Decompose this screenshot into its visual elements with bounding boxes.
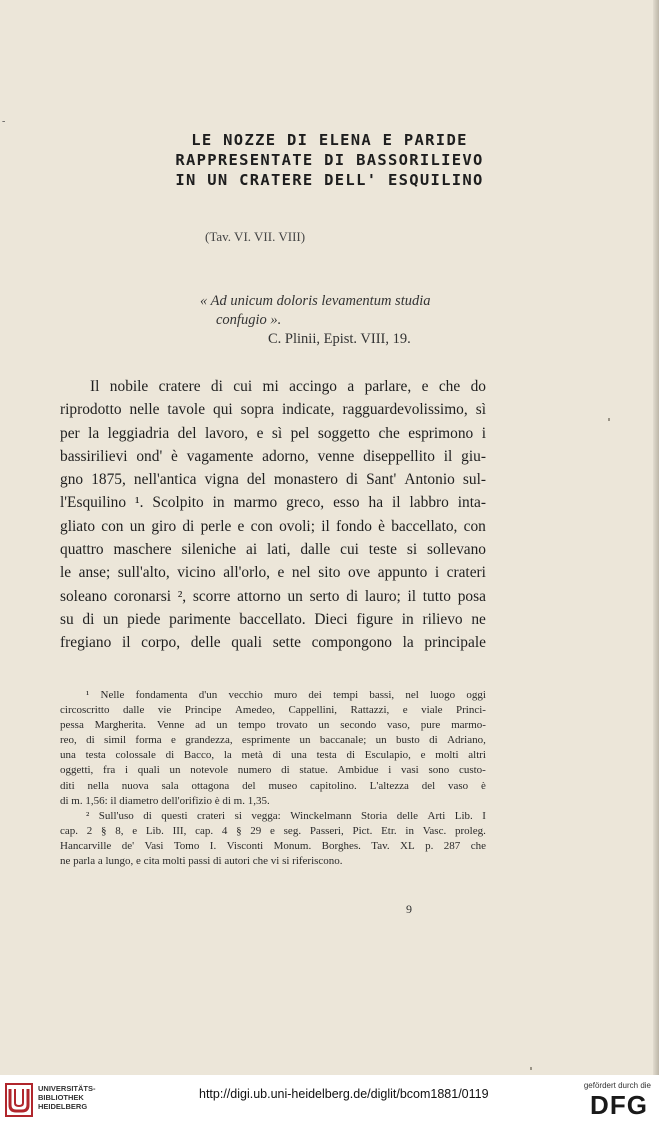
page-number: 9 <box>406 902 412 916</box>
body-paragraph <box>60 375 486 655</box>
footnote-2-line: ne parla a lungo, e cita molti passi di autori che vi si riferiscono. <box>60 855 343 868</box>
footnote-1-line: diti nella nuova sala ottagona del museo capitolino. L'altezza del vaso è <box>60 779 486 792</box>
digitization-footer <box>0 1075 659 1124</box>
library-name-line: HEIDELBERG <box>38 1102 88 1111</box>
title-line-2: RAPPRESENTATE DI BASSORILIEVO <box>175 151 484 169</box>
epigraph-line-2: confugio ». <box>216 312 282 328</box>
body-line: riprodotto nelle tavole qui sopra indicate, ragguardevolissimo, sì <box>60 401 486 419</box>
body-line: l'Esquilino ¹. Scolpito in marmo greco, esso ha il labbro inta- <box>60 494 486 512</box>
body-line: gliato con un giro di perle e con ovoli; il fondo è baccellato, con <box>60 517 486 535</box>
permalink-url[interactable]: http://digi.ub.uni-heidelberg.de/diglit/bcom1881/0119 <box>199 1087 489 1101</box>
epigraph-line-1: « Ad unicum doloris levamentum studia <box>200 293 431 309</box>
body-line: quattro maschere sileniche ai lati, dalle cui teste si sollevano <box>60 541 486 559</box>
scan-speck <box>608 418 610 421</box>
footnote-1-line: reo, di simil forma e grandezza, esprimente un baccanale; un busto di Adriano, <box>60 734 486 747</box>
footnote-1-line: pessa Margherita. Venne ad un tempo trovato un secondo vaso, pure marmo- <box>60 719 486 732</box>
ub-heidelberg-logo-icon[interactable] <box>5 1083 33 1117</box>
body-line: Il nobile cratere di cui mi accingo a parlare, e che do <box>90 378 486 395</box>
body-line: fregiano il corpo, delle quali sette compongono la principale <box>60 634 486 652</box>
footnotes <box>60 688 486 869</box>
footnote-1-line: una testa colossale di Bacco, la metà di una testa di Esculapio, e molti altri <box>60 749 486 762</box>
footnote-2-line: ² Sull'uso di questi crateri si vegga: Winckelmann Storia delle Arti Lib. I <box>86 809 486 822</box>
body-line: gno 1875, nell'antica vigna del monastero di Sant' Antonio sul- <box>60 471 486 489</box>
scan-speck <box>530 1067 532 1070</box>
body-line: le anse; sull'alto, vicino all'orlo, e nel sito ove appunto i crateri <box>60 564 486 582</box>
footnote-1-line: circoscritto dalle vie Principe Amedeo, Cappellini, Rattazzi, e viale Princi- <box>60 704 486 717</box>
dfg-logo-text: DFG <box>590 1091 648 1117</box>
body-line: bassirilievi ond' è vagamente adorno, venne diseppellito il giu- <box>60 447 486 465</box>
library-name <box>38 1084 96 1111</box>
footnote-1-line: ¹ Nelle fondamenta d'un vecchio muro dei tempi bassi, nel luogo oggi <box>86 689 486 701</box>
library-name-line: BIBLIOTHEK <box>38 1093 84 1102</box>
footnote-2-line: Hancarville de' Vasi Tomo I. Visconti Monum. Borghes. Tav. XL p. 287 che <box>60 839 486 852</box>
epigraph-source: C. Plinii, Epist. VIII, 19. <box>268 331 411 347</box>
body-line: per la leggiadria del lavoro, e sì pel soggetto che esprimono i <box>60 424 486 442</box>
margin-mark: - <box>2 116 6 127</box>
footnote-2-line: cap. 2 § 8, e Lib. III, cap. 4 § 29 e seg. Passeri, Pict. Etr. in Vasc. proleg. <box>60 824 486 837</box>
dfg-logo-icon[interactable] <box>587 1091 651 1117</box>
footnote-1-line: oggetti, fra i quali un notevole numero di statue. Ambidue i vasi sono custo- <box>60 764 486 777</box>
sponsor-label: gefördert durch die <box>583 1081 651 1090</box>
body-line: soleano coronarsi ², scorre attorno un serto di lauro; il tutto posa <box>60 587 486 605</box>
library-name-line: UNIVERSITÄTS- <box>38 1084 96 1093</box>
plates-reference: (Tav. VI. VII. VIII) <box>205 229 306 244</box>
epigraph <box>200 292 431 349</box>
title-line-1: LE NOZZE DI ELENA E PARIDE <box>191 131 468 149</box>
article-title <box>0 130 659 190</box>
title-line-3: IN UN CRATERE DELL' ESQUILINO <box>175 171 484 189</box>
footnote-1-line: di m. 1,56: il diametro dell'orifizio è di m. 1,35. <box>60 794 270 807</box>
body-line: su di un piede parimente baccellato. Dieci figure in rilievo ne <box>60 610 486 628</box>
